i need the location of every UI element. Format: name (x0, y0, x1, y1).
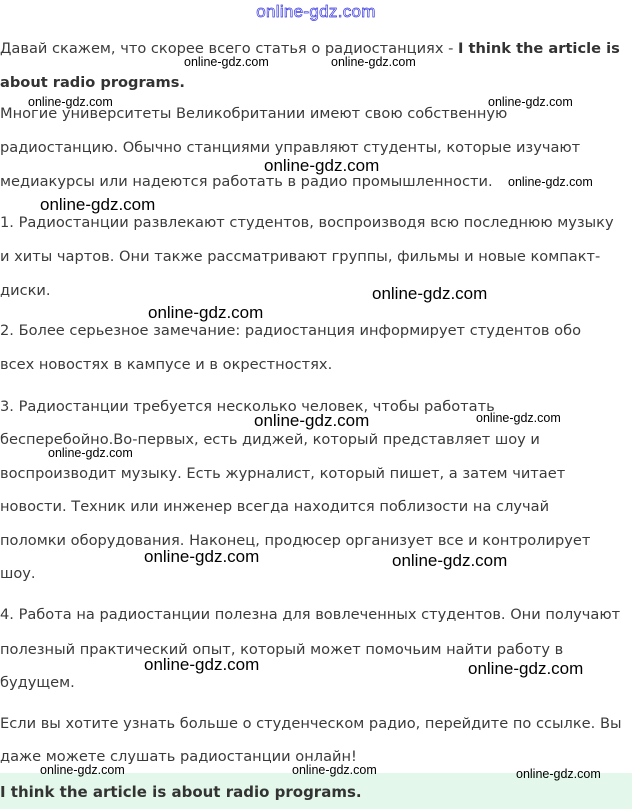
intro-answer-part-2: about radio programs. (0, 74, 185, 91)
watermark: online-gdz.com (372, 284, 488, 303)
watermark: online-gdz.com (40, 763, 125, 777)
paragraph-3-line: шоу. (0, 565, 36, 582)
paragraph-3-line: воспроизводит музыку. Есть журналист, который пишет, а затем читает (0, 465, 566, 482)
paragraph-outro-line: даже можете слушать радиостанции онлайн! (0, 748, 357, 765)
watermark: online-gdz.com (488, 95, 573, 109)
watermark: online-gdz.com (392, 551, 508, 570)
paragraph-1-line: 1. Радиостанции развлекают студентов, воспроизводя всю последнюю музыку (0, 214, 614, 231)
paragraph-1-line: диски. (0, 282, 51, 299)
watermark: online-gdz.com (28, 95, 113, 109)
watermark: online-gdz.com (468, 659, 584, 678)
intro-answer-part-1: I think the article is (458, 40, 620, 57)
paragraph-2-line: всех новостях в кампусе и в окрестностях. (0, 356, 333, 373)
paragraph-intro-line: радиостанцию. Обычно станциями управляют студенты, которые изучают (0, 139, 581, 156)
paragraph-3-line: 3. Радиостанции требуется несколько человек, чтобы работать (0, 398, 495, 415)
watermark: online-gdz.com (40, 195, 156, 214)
watermark: online-gdz.com (516, 767, 601, 781)
paragraph-4-line: будущем. (0, 674, 75, 691)
paragraph-1-line: и хиты чартов. Они также рассматривают группы, фильмы и новые компакт- (0, 248, 601, 265)
intro-line-1 (0, 39, 620, 59)
watermark: online-gdz.com (144, 655, 260, 674)
watermark: online-gdz.com (331, 55, 416, 69)
watermark: online-gdz.com (264, 156, 380, 175)
paragraph-outro-line: Если вы хотите узнать больше о студенческом радио, перейдите по ссылке. Вы (0, 715, 622, 732)
answer-text: I think the article is about radio programs. (0, 783, 362, 801)
watermark: online-gdz.com (148, 303, 264, 322)
watermark: online-gdz.com (144, 547, 260, 566)
watermark: online-gdz.com (184, 55, 269, 69)
paragraph-intro-line: медиакурсы или надеются работать в радио промышленности. (0, 173, 493, 190)
paragraph-3-line: новости. Техник или инженер всегда находится поблизости на случай (0, 498, 550, 515)
site-logo[interactable]: online-gdz.com (256, 2, 376, 21)
watermark: online-gdz.com (254, 411, 370, 430)
paragraph-4-line: полезный практический опыт, который может помочьим найти работу в (0, 641, 564, 658)
paragraph-2-line: 2. Более серьезное замечание: радиостанция информирует студентов обо (0, 322, 581, 339)
paragraph-3-line: бесперебойно.Во-первых, есть диджей, который представляет шоу и (0, 431, 540, 448)
paragraph-4-line: 4. Работа на радиостанции полезна для вовлеченных студентов. Они получают (0, 606, 621, 623)
watermark: online-gdz.com (48, 446, 133, 460)
watermark: online-gdz.com (476, 411, 561, 425)
paragraph-3-line: поломки оборудования. Наконец, продюсер организует все и контролирует (0, 532, 591, 549)
intro-text: Давай скажем, что скорее всего статья о радиостанциях - (0, 40, 459, 57)
paragraph-intro-line: Многие университеты Великобритании имеют свою собственную (0, 105, 508, 122)
watermark: online-gdz.com (292, 763, 377, 777)
watermark: online-gdz.com (508, 175, 593, 189)
